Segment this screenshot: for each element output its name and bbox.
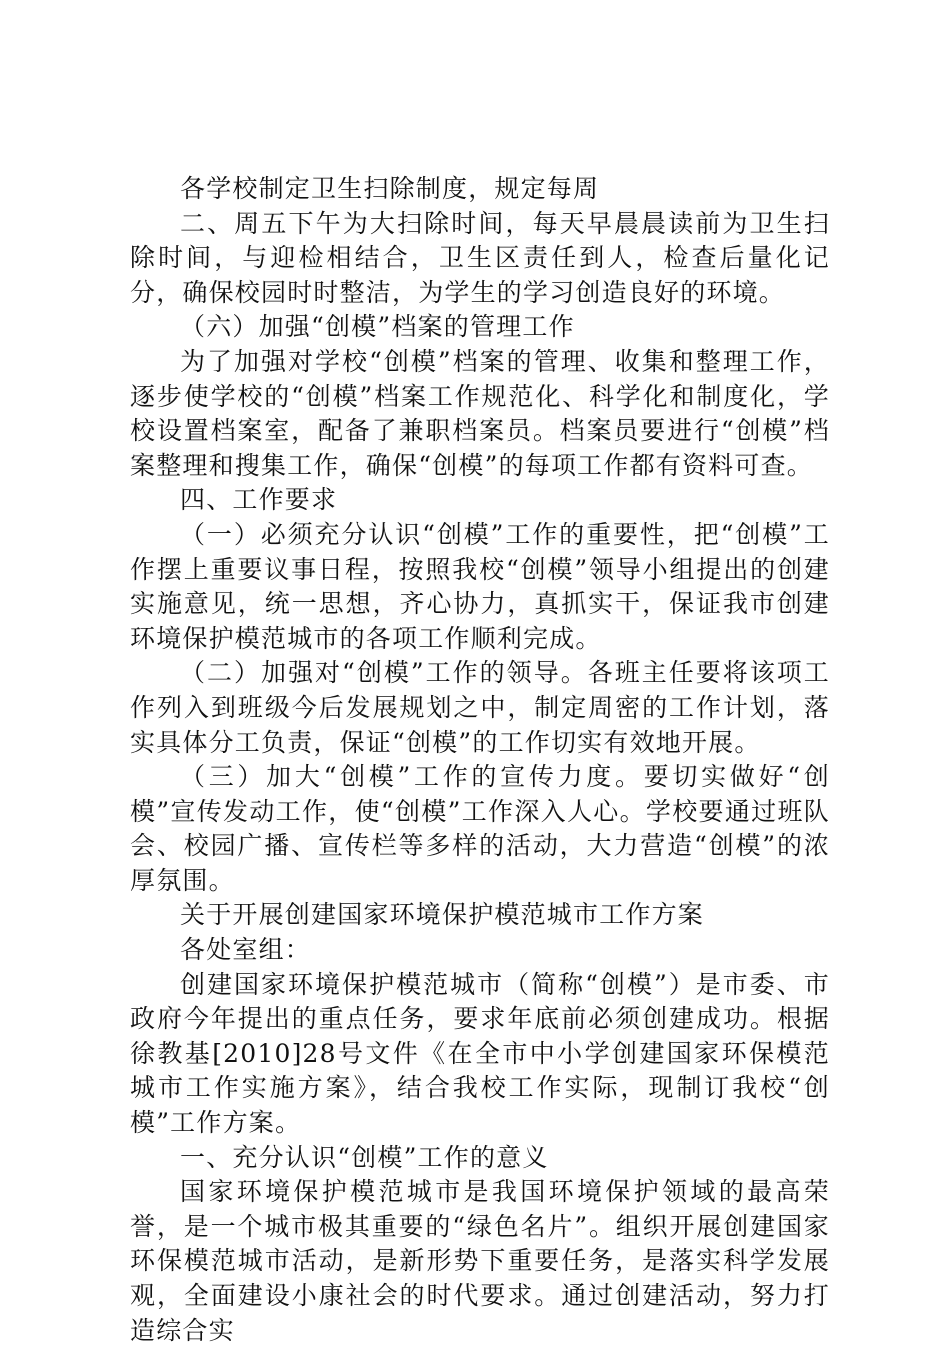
document-page [130, 172, 830, 1348]
paragraph-requirement-2: （二）加强对“创模”工作的领导。各班主任要将该项工作列入到班级今后发展规划之中，制定周密的工作计划，落实具体分工负责，保证“创模”的工作切实有效地开展。 [130, 658, 830, 757]
paragraph-significance: 国家环境保护模范城市是我国环境保护领域的最高荣誉，是一个城市极其重要的“绿色名片”。组织开展创建国家环保模范城市活动，是新形势下重要任务，是落实科学发展观，全面建设小康社会的时代要求。通过创建活动，努力打造综合实 [130, 1177, 830, 1345]
paragraph-archive-management: 为了加强对学校“创模”档案的管理、收集和整理工作，逐步使学校的“创模”档案工作规范化、科学化和制度化，学校设置档案室，配备了兼职档案员。档案员要进行“创模”档案整理和搜集工作，确保“创模”的每项工作都有资料可查。 [130, 346, 830, 480]
paragraph-cleaning-schedule: 二、周五下午为大扫除时间，每天早晨晨读前为卫生扫除时间，与迎检相结合，卫生区责任到人，检查后量化记分，确保校园时时整洁，为学生的学习创造良好的环境。 [130, 208, 830, 307]
paragraph-introduction: 创建国家环境保护模范城市（简称“创模”）是市委、市政府今年提出的重点任务，要求年底前必须创建成功。根据徐教基[2010]28号文件《在全市中小学创建国家环保模范城市工作实施方案》，结合我校工作实际，现制订我校“创模”工作方案。 [130, 969, 830, 1138]
heading-work-requirements: 四、工作要求 [180, 485, 338, 515]
paragraph-requirement-1: （一）必须充分认识“创模”工作的重要性，把“创模”工作摆上重要议事日程，按照我校“创模”领导小组提出的创建实施意见，统一思想，齐心协力，真抓实干，保证我市创建环境保护模范城市的各项工作顺利完成。 [130, 519, 830, 653]
paragraph-cleaning-schedule-intro: 各学校制定卫生扫除制度，规定每周 [180, 174, 600, 203]
heading-significance: 一、充分认识“创模”工作的意义 [180, 1142, 549, 1172]
paragraph-requirement-3: （三）加大“创模”工作的宣传力度。要切实做好“创模”宣传发动工作，使“创模”工作深入人心。学校要通过班队会、校园广播、宣传栏等多样的活动，大力营造“创模”的浓厚氛围。 [130, 762, 830, 895]
heading-archive-management: （六）加强“创模”档案的管理工作 [180, 312, 575, 342]
salutation: 各处室组： [180, 935, 312, 965]
document-title: 关于开展创建国家环境保护模范城市工作方案 [180, 900, 705, 930]
